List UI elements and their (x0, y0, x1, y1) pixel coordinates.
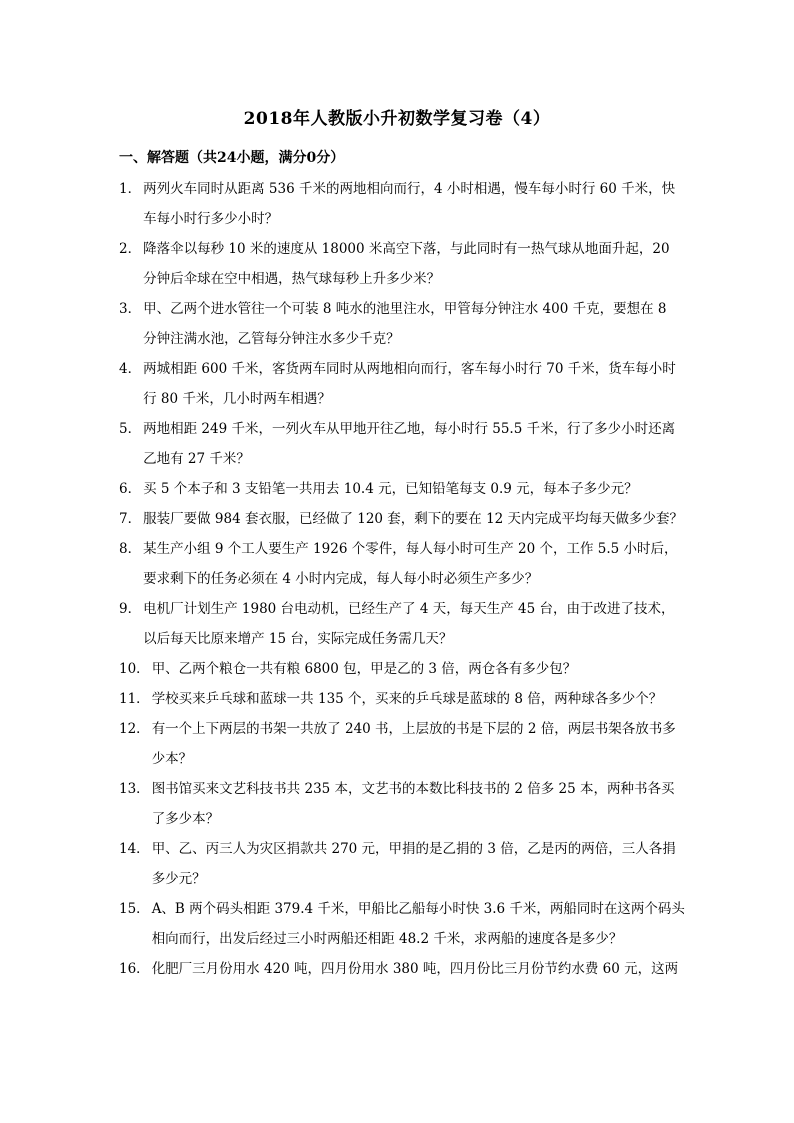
question-item (119, 534, 679, 594)
question-line: 乙地有 27 千米？ (143, 451, 250, 467)
question-line: 多少元？ (151, 871, 206, 887)
question-line: 以后每天比原来增产 15 台，实际完成任务需几天？ (143, 631, 453, 647)
question-number: 2． (119, 241, 142, 257)
question-text (152, 774, 679, 834)
question-line: 车每小时行多少小时？ (143, 211, 279, 227)
question-item (119, 354, 679, 414)
question-item (119, 594, 679, 654)
question-number: 4． (119, 361, 142, 377)
question-item (119, 234, 679, 294)
question-list (119, 174, 685, 984)
question-text (143, 504, 683, 534)
question-text (143, 174, 679, 234)
question-text (152, 834, 679, 894)
question-line: 两地相距 249 千米，一列火车从甲地开往乙地，每小时行 55.5 千米，行了多少小时还离 (143, 421, 676, 437)
question-number: 6． (119, 481, 142, 497)
question-text (143, 234, 679, 294)
question-line: 相向而行，出发后经过三小时两船还相距 48.2 千米，求两船的速度各是多少？ (151, 931, 623, 947)
question-number: 7． (119, 511, 142, 527)
question-text (143, 474, 679, 504)
question-line: 甲、乙两个进水管往一个可装 8 吨水的池里注水，甲管每分钟注水 400 千克，要想在 8 (143, 301, 667, 317)
question-text (152, 684, 679, 714)
question-line: 了多少本？ (151, 811, 220, 827)
question-number: 9． (119, 601, 142, 617)
question-text (143, 414, 679, 474)
question-number: 15． (119, 901, 150, 917)
question-text (152, 654, 679, 684)
question-number: 5． (119, 421, 142, 437)
question-number: 16． (119, 961, 150, 977)
question-line: 两列火车同时从距离 536 千米的两地相向而行，4 小时相遇，慢车每小时行 60 千米，快 (143, 181, 676, 197)
question-text (143, 594, 679, 654)
question-line: 化肥厂三月份用水 420 吨，四月份用水 380 吨，四月份比三月份节约水费 60 元，这两 (151, 961, 679, 977)
question-text (143, 534, 679, 594)
question-item (119, 654, 679, 684)
question-line: 电机厂计划生产 1980 台电动机，已经生产了 4 天，每天生产 45 台，由于改进了技术， (143, 601, 675, 617)
question-item (119, 894, 685, 954)
question-item (119, 714, 679, 774)
question-text (143, 294, 679, 354)
question-number: 1． (119, 181, 142, 197)
question-item (119, 834, 679, 894)
question-line: 学校买来乒乓球和蓝球一共 135 个，买来的乒乓球是蓝球的 8 倍，两种球各多少个？ (151, 691, 663, 707)
question-line: 图书馆买来文艺科技书共 235 本，文艺书的本数比科技书的 2 倍多 25 本，两种书各买 (151, 781, 675, 797)
question-text (152, 954, 679, 984)
question-item (119, 684, 679, 714)
section-heading: 一、解答题（共24小题，满分0分） (119, 150, 345, 166)
question-line: 要求剩下的任务必须在 4 小时内完成，每人每小时必须生产多少？ (143, 571, 539, 587)
question-item (119, 474, 679, 504)
question-line: 两城相距 600 千米，客货两车同时从两地相向而行，客车每小时行 70 千米，货车每小时 (143, 361, 676, 377)
question-item (119, 504, 684, 534)
page-title: 2018年人教版小升初数学复习卷（4） (243, 109, 551, 129)
question-number: 10． (119, 661, 150, 677)
question-text (152, 894, 685, 954)
question-line: 少本？ (151, 751, 193, 767)
question-line: 买 5 个本子和 3 支铅笔一共用去 10.4 元，已知铅笔每支 0.9 元，每本子多少元？ (143, 481, 638, 497)
question-number: 14． (119, 841, 150, 857)
question-number: 11． (119, 691, 150, 707)
question-number: 12． (119, 721, 150, 737)
question-item (119, 414, 679, 474)
question-line: 服装厂要做 984 套衣服，已经做了 120 套，剩下的要在 12 天内完成平均每天做多少套？ (143, 511, 684, 527)
question-item (119, 774, 679, 834)
question-number: 13． (119, 781, 150, 797)
question-line: A、B 两个码头相距 379.4 千米，甲船比乙船每小时快 3.6 千米，两船同时在这两个码头 (151, 901, 685, 917)
question-item (119, 174, 679, 234)
question-text (143, 354, 679, 414)
question-line: 有一个上下两层的书架一共放了 240 书，上层放的书是下层的 2 倍，两层书架各放书多 (151, 721, 676, 737)
question-line: 行 80 千米，几小时两车相遇？ (143, 391, 331, 407)
question-line: 甲、乙两个粮仓一共有粮 6800 包，甲是乙的 3 倍，两仓各有多少包？ (151, 661, 577, 677)
question-line: 某生产小组 9 个工人要生产 1926 个零件，每人每小时可生产 20 个，工作 5.5 小时后， (143, 541, 678, 557)
question-number: 8． (119, 541, 142, 557)
question-line: 分钟后伞球在空中相遇，热气球每秒上升多少米？ (143, 271, 441, 287)
question-number: 3． (119, 301, 142, 317)
question-item (119, 954, 679, 984)
question-line: 分钟注满水池，乙管每分钟注水多少千克？ (143, 331, 400, 347)
question-text (152, 714, 679, 774)
question-line: 甲、乙、丙三人为灾区捐款共 270 元，甲捐的是乙捐的 3 倍，乙是丙的两倍，三人各捐 (151, 841, 676, 857)
question-item (119, 294, 679, 354)
question-line: 降落伞以每秒 10 米的速度从 18000 米高空下落，与此同时有一热气球从地面升起，20 (143, 241, 670, 257)
